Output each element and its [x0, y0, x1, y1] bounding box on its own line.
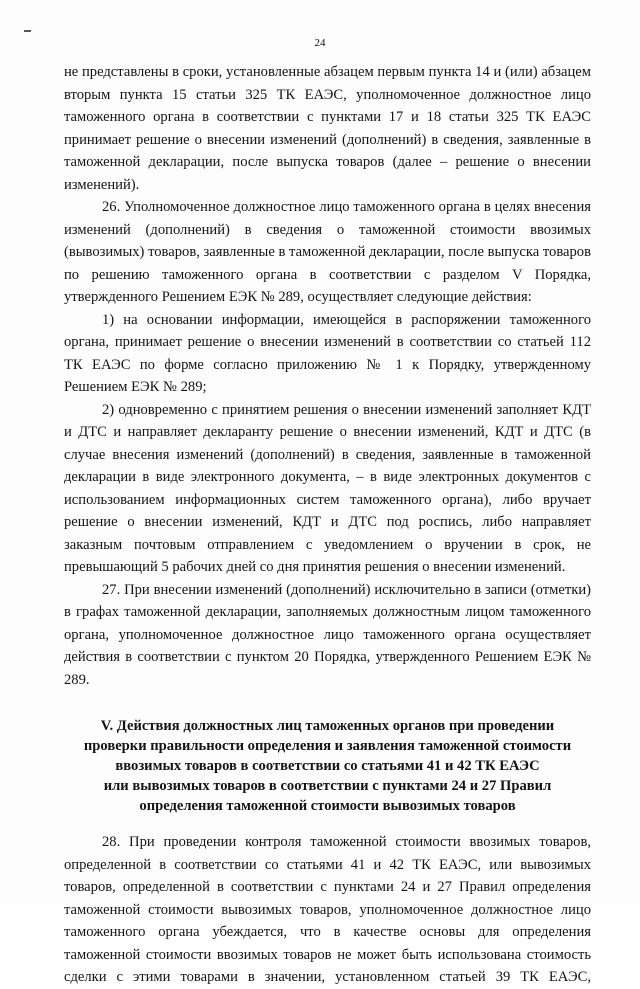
section-heading [64, 716, 591, 816]
paragraph-28: 28. При проведении контроля таможенной стоимости ввозимых товаров, определенной в соответствии со статьями 41 и 42 ТК ЕАЭС, или вывозимых товаров, определенной в соответствии с пунктами 24 и 27 Правил определения таможенной стоимости вывозимых товаров, уполномоченное должностное лицо таможенного органа убеждается, что в качестве основы для определения таможенной стоимости ввозимых товаров не может быть использована стоимость сделки с этими товарами в значении, установленном статьей 39 ТК ЕАЭС, [64, 834, 591, 985]
paragraph-continuation: не представлены в сроки, установленные абзацем первым пункта 14 и (или) абзацем вторым пункта 15 статьи 325 ТК ЕАЭС, уполномоченное должностное лицо таможенного органа в соответствии с пунктами 17 и 18 статьи 325 ТК ЕАЭС принимает решение о внесении изменений (дополнений) в сведения, заявленные в таможенной декларации, после выпуска товаров (далее – решение о внесении изменений). [64, 64, 591, 193]
document-body [64, 61, 591, 989]
paragraph-27: 27. При внесении изменений (дополнений) исключительно в записи (отметки) в графах таможенной декларации, заполняемых должностным лицом таможенного органа, уполномоченное должностное лицо таможенного органа осуществляет действия в соответствии с пунктом 20 Порядка, утвержденного Решением ЕЭК № 289. [64, 581, 591, 688]
section-heading-line: ввозимых товаров в соответствии со статьями 41 и 42 ТК ЕАЭС [115, 758, 540, 774]
section-heading-line: определения таможенной стоимости вывозимых товаров [139, 798, 516, 814]
section-heading-line: или вывозимых товаров в соответствии с пунктами 24 и 27 Правил [103, 778, 552, 794]
section-gap [64, 816, 591, 831]
section-heading-line: V. Действия должностных лиц таможенных органов при проведении [100, 718, 555, 734]
section-heading-line: проверки правильности определения и заявления таможенной стоимости [83, 738, 572, 754]
paragraph-26-item-1: 1) на основании информации, имеющейся в распоряжении таможенного органа, принимает решение о внесении изменений в соответствии со статьей 112 ТК ЕАЭС по форме согласно приложению № 1 к Порядку, утвержденному Решением ЕЭК № 289; [64, 311, 591, 395]
edge-mark [24, 30, 31, 32]
paragraph-26: 26. Уполномоченное должностное лицо таможенного органа в целях внесения изменений (дополнений) в сведения о таможенной стоимости ввозимых (вывозимых) товаров, заявленные в таможенной декларации, после выпуска товаров по решению таможенного органа в соответствии с разделом V Порядка, утвержденного Решением ЕЭК № 289, осуществляет следующие действия: [64, 199, 591, 305]
paragraph-26-item-2: 2) одновременно с принятием решения о внесении изменений заполняет КДТ и ДТС и направляет декларанту решение о внесении изменений, КДТ и ДТС (в случае внесения изменений (дополнений) в сведения, заявленные в таможенной декларации в виде электронного документа, – в виде электронных документов с использованием информационных систем таможенного органа), либо вручает решение о внесении изменений, КДТ и ДТС под роспись, либо направляет заказным почтовым отправлением с уведомлением о вручении в срок, не превышающий 5 рабочих дней со дня принятия решения о внесении изменений. [64, 401, 591, 575]
page-number: 24 [314, 37, 326, 49]
